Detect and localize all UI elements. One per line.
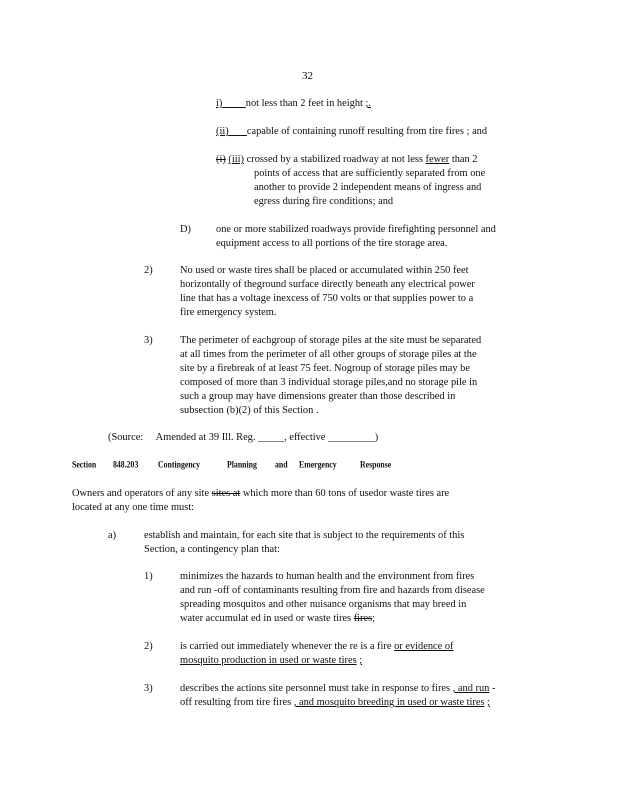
intro-strike: sites at <box>211 488 241 499</box>
para-3-line1: The perimeter of eachgroup of storage piles at the site must be separated <box>180 335 482 346</box>
sub-a2-label: 2) <box>144 641 153 652</box>
section-title-word3: and <box>275 459 288 470</box>
intro-line1 <box>72 487 449 501</box>
section-number: 848.203 <box>113 459 139 470</box>
item-ii <box>216 125 487 139</box>
para-3-line6: subsection (b)(2) of this Section . <box>180 405 319 416</box>
source-blank1: _____ <box>258 432 285 443</box>
item-iii-old-label: (i) <box>216 154 226 165</box>
sub-a2-l1u: or evidence of <box>394 641 454 652</box>
item-iii-line2: points of access that are sufficiently separated from one <box>254 168 486 179</box>
section-word: Section <box>72 459 97 470</box>
item-i-text: not less than 2 feet in height <box>245 98 363 109</box>
item-ii-label: (ii) <box>216 126 229 137</box>
source-d: ) <box>374 432 379 443</box>
sub-a1-label: 1) <box>144 571 153 582</box>
para-3-line5: such a group may have dimensions greater than those described in <box>180 391 456 402</box>
item-iii-l1a: crossed by a stabilized roadway at not less <box>246 154 423 165</box>
para-2-line3: line that has a voltage inexcess of 750 volts or that supplies power to a <box>180 293 474 304</box>
sub-a-label: a) <box>108 530 117 541</box>
section-title-word4: Emergency <box>299 459 337 470</box>
para-3-line2: at all times from the perimeter of all other groups of storage piles at the <box>180 349 477 360</box>
section-title-word2: Planning <box>227 459 257 470</box>
sub-a3-l1b: - <box>489 683 496 694</box>
sub-a-line1: establish and maintain, for each site that is subject to the requirements of this <box>144 530 465 541</box>
para-3-line3: site by a firebreak of at least 75 feet. Nogroup of storage piles may be <box>180 363 470 374</box>
page-number: 32 <box>302 70 313 82</box>
para-2-line4: fire emergency system. <box>180 307 277 318</box>
sub-a1-l4a: water accumulat ed in used or waste tires <box>180 613 352 624</box>
item-i-underline-blank <box>222 98 245 109</box>
sub-a2-line2 <box>180 654 362 668</box>
item-iii-l1c: than 2 <box>451 154 478 165</box>
item-iii-line3: another to provide 2 independent means of ingress and <box>254 182 482 193</box>
sub-a3-l1a: describes the actions site personnel must take in response to fires <box>180 683 451 694</box>
item-ii-punct: ; and <box>466 126 488 137</box>
source-note <box>108 431 378 445</box>
item-iii-new-label: (iii) <box>228 154 245 165</box>
sub-a2-l2b: ; <box>359 655 363 666</box>
section-title-word5: Response <box>360 459 392 470</box>
sub-a2-line1 <box>180 640 454 654</box>
sub-a1-line4 <box>180 612 375 626</box>
intro-l1b: which more than 60 tons of usedor waste tires are <box>242 488 450 499</box>
para-3-line4: composed of more than 3 individual storage piles,and no storage pile in <box>180 377 478 388</box>
sub-a1-l4b: ; <box>372 613 376 624</box>
sub-a1-line2: and run -off of contaminants resulting from fire and hazards from disease <box>180 585 485 596</box>
sub-a3-label: 3) <box>144 683 153 694</box>
item-i-punct: ;. <box>365 98 372 109</box>
sub-a1-line1: minimizes the hazards to human health and the environment from fires <box>180 571 475 582</box>
sub-a1-strike: fires <box>353 613 373 624</box>
source-b: Amended at 39 Ill. Reg. <box>155 432 256 443</box>
intro-line2: located at any one time must: <box>72 502 195 513</box>
item-i-label: i) <box>216 98 223 109</box>
source-blank2: _________ <box>328 432 375 443</box>
item-D-label: D) <box>180 224 191 235</box>
para-2-line1: No used or waste tires shall be placed or accumulated within 250 feet <box>180 265 469 276</box>
sub-a3-l2b: ; <box>487 697 491 708</box>
item-D-line2: equipment access to all portions of the tire storage area. <box>216 238 448 249</box>
sub-a3-l2u: , and mosquito breeding in used or waste tires <box>293 697 485 708</box>
source-a: (Source: <box>108 432 144 443</box>
item-i <box>216 97 371 111</box>
sub-a-line2: Section, a contingency plan that: <box>144 544 280 555</box>
sub-a3-line1 <box>180 682 495 696</box>
item-iii-line1 <box>216 153 478 167</box>
sub-a3-l2a: off resulting from tire fires <box>180 697 292 708</box>
para-3-label: 3) <box>144 335 153 346</box>
sub-a1-line3: spreading mosquitos and other nuisance organisms that may breed in <box>180 599 467 610</box>
para-2-line2: horizontally of theground surface directly beneath any electrical power <box>180 279 475 290</box>
item-iii-line4: egress during fire conditions; and <box>254 196 394 207</box>
sub-a2-l1a: is carried out immediately whenever the re is a fire <box>180 641 392 652</box>
item-ii-text: capable of containing runoff resulting from tire fires <box>246 126 464 137</box>
item-iii-fewer: fewer <box>425 154 450 165</box>
sub-a2-l2u: mosquito production in used or waste tires <box>180 655 357 666</box>
sub-a3-l1u: , and run <box>452 683 490 694</box>
item-ii-underline-blank <box>229 126 247 137</box>
para-2-label: 2) <box>144 265 153 276</box>
item-D-line1: one or more stabilized roadways provide firefighting personnel and <box>216 224 496 235</box>
sub-a3-line2 <box>180 696 490 710</box>
intro-l1a: Owners and operators of any site <box>72 488 210 499</box>
source-c: , effective <box>284 432 326 443</box>
section-title-word1: Contingency <box>158 459 201 470</box>
